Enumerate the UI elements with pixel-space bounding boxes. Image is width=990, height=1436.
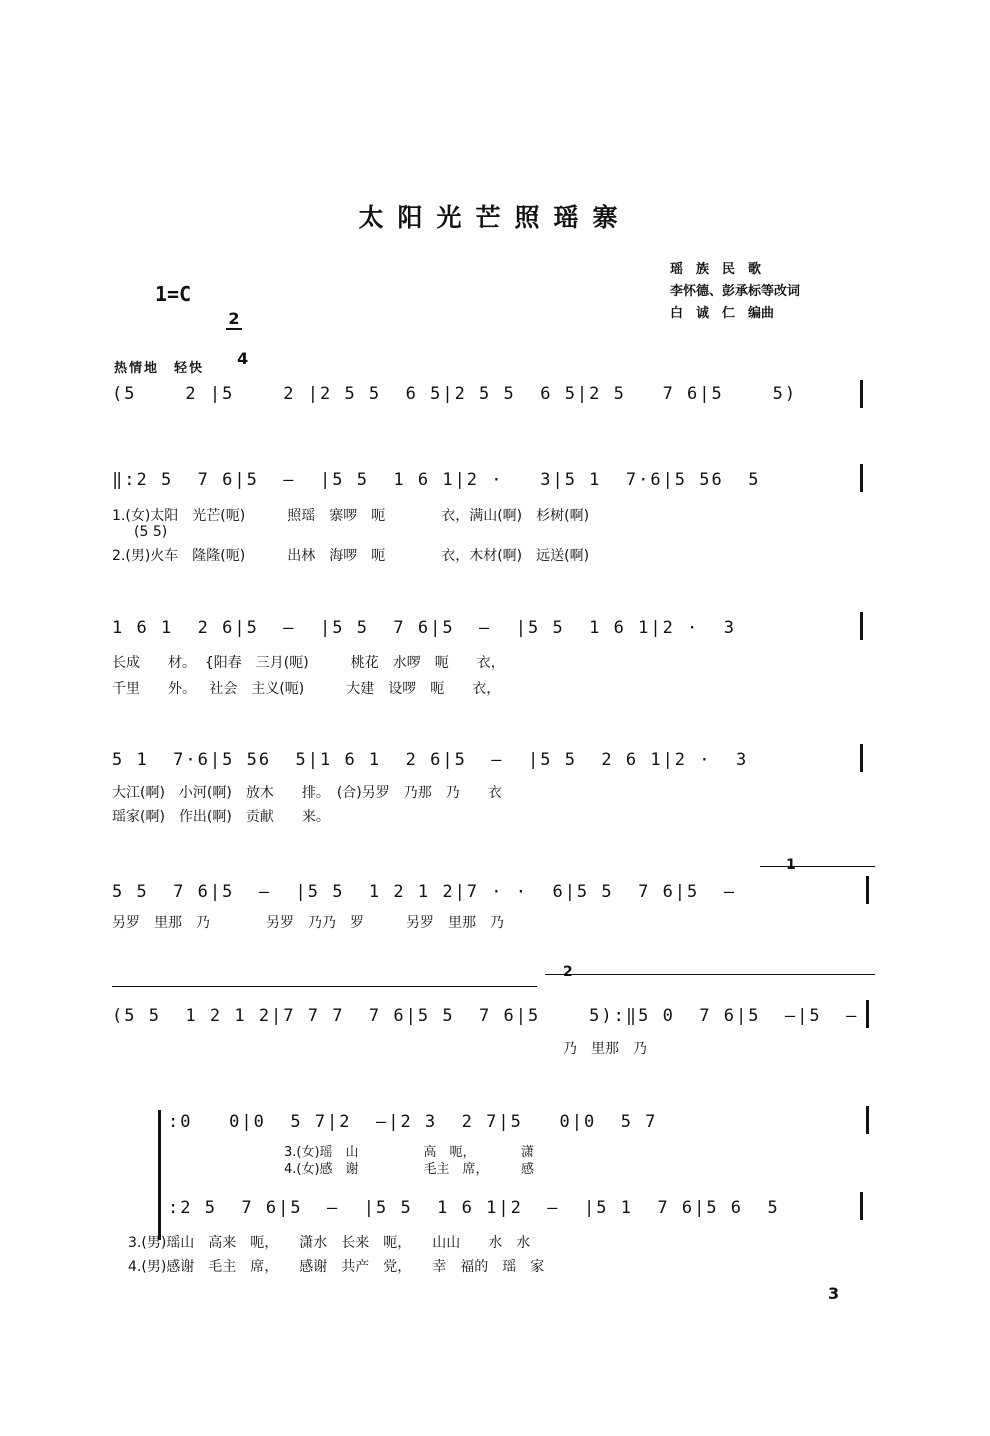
volta-1-continuation <box>112 986 537 987</box>
barline-3-end <box>860 612 863 640</box>
barline-7-end <box>866 1106 869 1134</box>
volta-1-label: 1 <box>786 857 796 873</box>
lyric-7-verse-3: 3.(女)瑶 山 高 呃， 潇 <box>284 1145 535 1160</box>
barline-4-end <box>860 744 863 772</box>
barline-6-end <box>866 1000 869 1028</box>
credit-lyricists: 李怀德、彭承标等改词 <box>670 284 801 299</box>
lyric-6: 乃 里那 乃 <box>563 1041 647 1057</box>
notation-line-5: 5 5 7 6|5 — |5 5 1 2 1 2|7 · · 6|5 5 7 6|5 — <box>112 882 736 902</box>
notation-line-2: ‖:2 5 7 6|5 — |5 5 1 6 1|2 · 3|5 1 7·6|5 56 5 <box>112 470 761 490</box>
lyric-8-verse-3: 3.(男)瑶山 高来 呃， 潇水 长来 呃， 山山 水 水 <box>128 1235 531 1251</box>
lyric-7-verse-4: 4.(女)感 谢 毛主 席， 感 <box>284 1162 535 1177</box>
lyric-3-verse-2: 千里 外。 社会 主义(呃) 大建 设啰 呃 衣， <box>112 681 501 697</box>
time-signature <box>226 271 249 368</box>
barline-2-end <box>860 464 863 492</box>
lyric-2-verse-2: 2.(男)火车 隆隆(呃) 出林 海啰 呃 衣，木材(啊) 远送(啊) <box>112 548 590 564</box>
notation-line-3: 1 6 1 2 6|5 — |5 5 7 6|5 — |5 5 1 6 1|2 · 3 <box>112 618 736 638</box>
lyric-2-sub-notes: (5 5) <box>134 524 168 540</box>
key-signature: 1=C <box>155 282 192 306</box>
page-number: 3 <box>828 1284 840 1303</box>
notation-line-6: (5 5 1 2 1 2|7 7 7 7 6|5 5 7 6|5 5):‖5 0 7 6|5 —|5 — <box>112 1006 859 1026</box>
volta-2-bracket <box>545 974 875 975</box>
volta-1-bracket <box>760 866 875 867</box>
credit-arranger: 白 诚 仁 编曲 <box>670 306 775 321</box>
system-bracket <box>158 1110 161 1240</box>
barline-8-end <box>860 1192 863 1220</box>
lyric-2-verse-1: 1.(女)太阳 光芒(呃) 照瑶 寨啰 呃 衣，满山(啊) 杉树(啊) <box>112 508 590 524</box>
lyric-4-verse-1: 大江(啊) 小河(啊) 放木 排。 (合)另罗 乃那 乃 衣 <box>112 785 502 801</box>
credit-genre: 瑶 族 民 歌 <box>670 262 762 277</box>
meter-top: 2 <box>226 309 242 330</box>
barline-5-end <box>866 876 869 904</box>
lyric-8-verse-4: 4.(男)感谢 毛主 席， 感谢 共产 党， 幸 福的 瑶 家 <box>128 1259 545 1275</box>
notation-line-8: :2 5 7 6|5 — |5 5 1 6 1|2 — |5 1 7 6|5 6 5 <box>168 1198 780 1218</box>
lyric-3-verse-1: 长成 材。 {阳春 三月(呃) 桃花 水啰 呃 衣， <box>112 655 505 671</box>
meter-bottom: 4 <box>237 349 249 368</box>
notation-line-1: (5 2 |5 2 |2 5 5 6 5|2 5 5 6 5|2 5 7 6|5 5) <box>112 384 798 404</box>
notation-line-4: 5 1 7·6|5 56 5|1 6 1 2 6|5 — |5 5 2 6 1|2 · 3 <box>112 750 749 770</box>
lyric-5: 另罗 里那 乃 另罗 乃乃 罗 另罗 里那 乃 <box>112 915 504 931</box>
notation-line-7: :0 0|0 5 7|2 —|2 3 2 7|5 0|0 5 7 <box>168 1112 658 1132</box>
song-title: 太阳光芒照瑶寨 <box>358 203 632 232</box>
volta-2-label: 2 <box>563 964 573 980</box>
barline-1-end <box>860 380 863 408</box>
tempo-marking: 热情地 轻快 <box>114 361 205 376</box>
lyric-4-verse-2: 瑶家(啊) 作出(啊) 贡献 来。 <box>112 809 330 825</box>
